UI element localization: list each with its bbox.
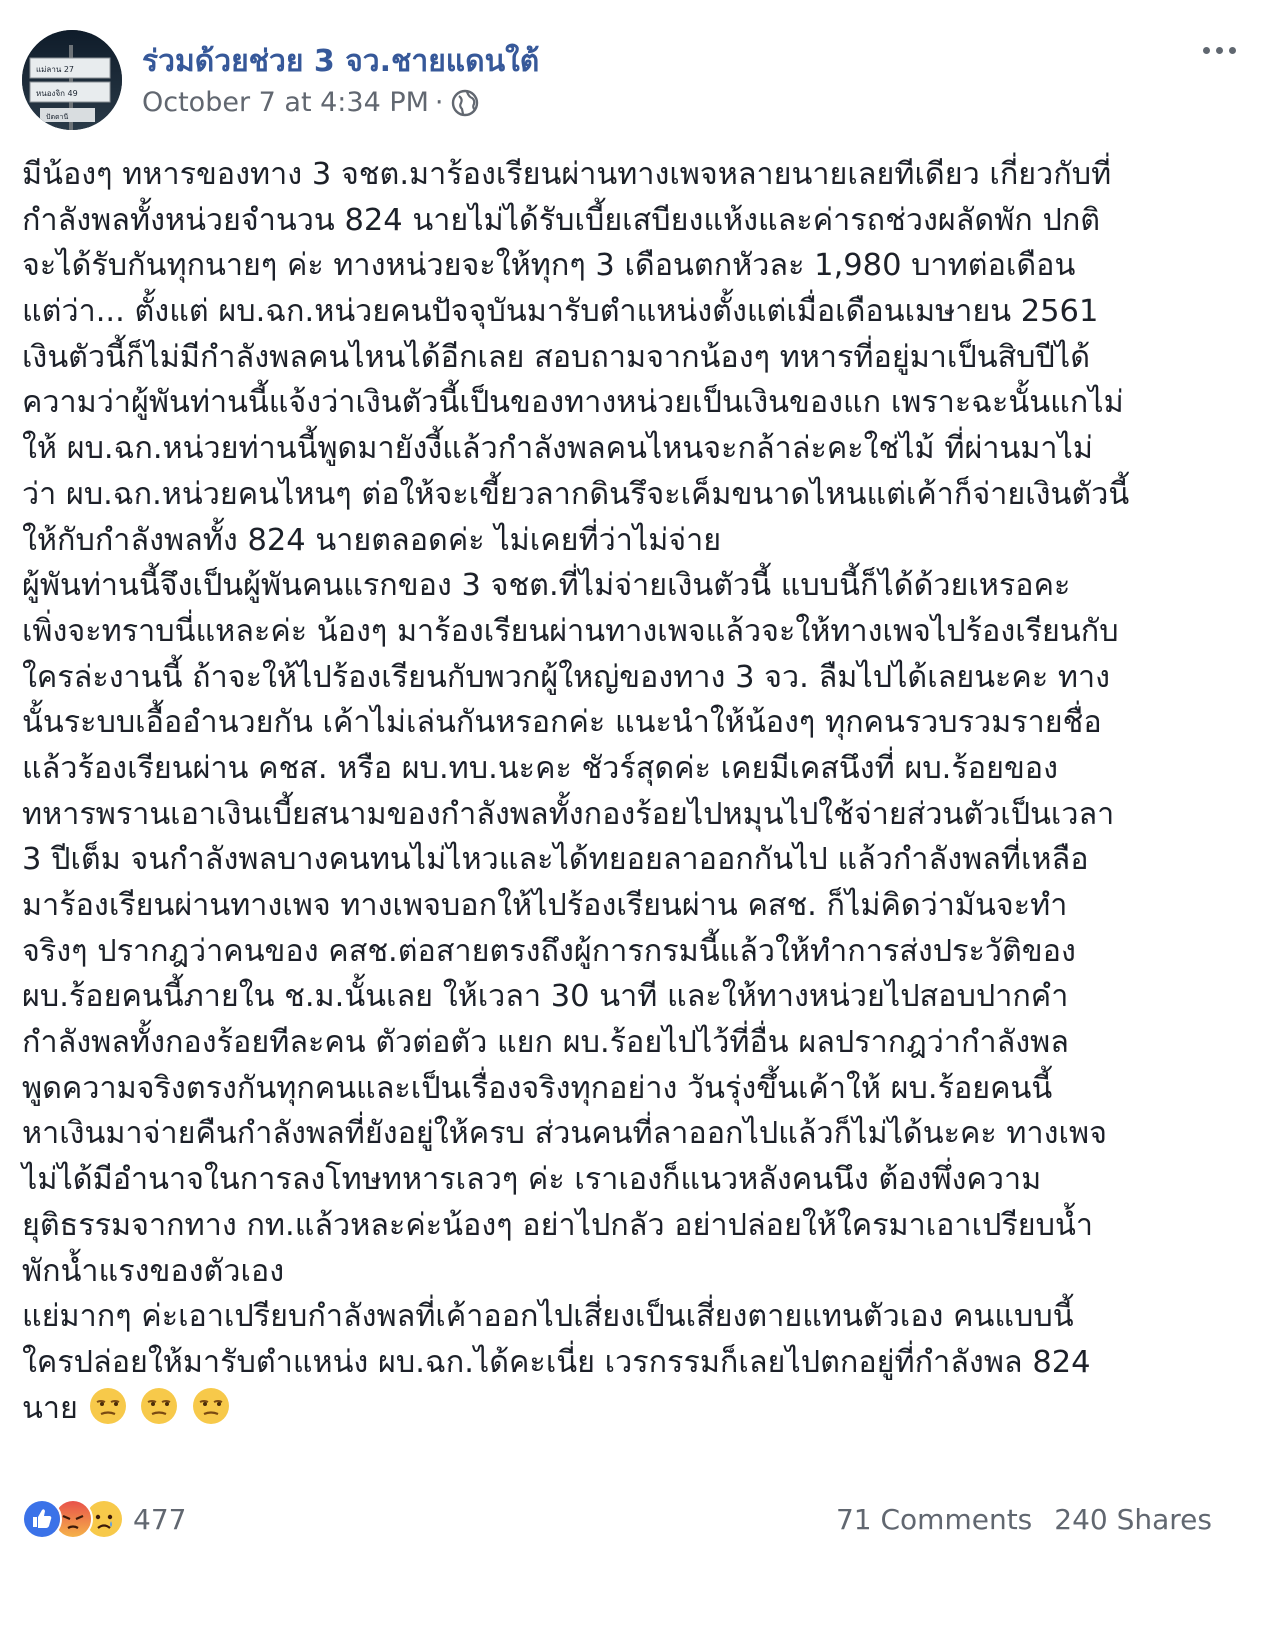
post-text-line: ให้กับกำลังพลทั้ง 824 นายตลอดค่ะ ไม่เคยที่ว่าไม่จ่าย	[22, 522, 722, 558]
unamused-face-emoji	[139, 1386, 179, 1426]
avatar-sign-1: แม่ลาน 27	[36, 65, 75, 74]
page-avatar[interactable]	[22, 30, 122, 130]
globe-icon[interactable]	[450, 88, 480, 118]
post-text-line: จริงๆ ปรากฎว่าคนของ คสช.ต่อสายตรงถึงผู้การกรมนี้แล้วให้ทำการส่งประวัติของ	[22, 933, 1076, 969]
engagement-counts	[836, 1494, 1212, 1544]
page-name-link[interactable]: ร่วมด้วยช่วย 3 จว.ชายแดนใต้	[142, 44, 540, 79]
post-body-text	[22, 152, 1222, 1431]
meta-separator: ·	[434, 87, 444, 118]
unamused-face-emoji	[88, 1386, 128, 1426]
reactions-summary[interactable]	[22, 1494, 186, 1544]
post-text-line: ใครล่ะงานนี้ ถ้าจะให้ไปร้องเรียนกับพวกผู้ใหญ่ของทาง 3 จว. ลืมไปได้เลยนะคะ ทาง	[22, 659, 1111, 695]
post-text-last-word: นาย	[22, 1390, 78, 1426]
post-footer	[22, 1494, 1212, 1544]
post-text-line: จะได้รับกันทุกนายๆ ค่ะ ทางหน่วยจะให้ทุกๆ 3 เดือนตกหัวละ 1,980 บาทต่อเดือน	[22, 248, 1076, 284]
post-text-line: เงินตัวนี้ก็ไม่มีกำลังพลคนไหนได้อีกเลย สอบถามจากน้องๆ ทหารที่อยู่มาเป็นสิบปีได้	[22, 339, 1091, 375]
shares-count-link[interactable]: 240 Shares	[1054, 1502, 1212, 1536]
more-dot-icon	[1216, 47, 1223, 54]
post-text-line: 3 ปีเต็ม จนกำลังพลบางคนทนไม่ไหวและได้ทยอยลาออกกันไป แล้วกำลังพลที่เหลือ	[22, 842, 1089, 878]
avatar-sign-2: หนองจิก 49	[36, 89, 78, 98]
post-text-line: ยุติธรรมจากทาง กท.แล้วหละค่ะน้องๆ อย่าไปกลัว อย่าปล่อยให้ใครมาเอาเปรียบน้ำ	[22, 1207, 1093, 1243]
post-text-line: เพิ่งจะทราบนี่แหละค่ะ น้องๆ มาร้องเรียนผ่านทางเพจแล้วจะให้ทางเพจไปร้องเรียนกับ	[22, 613, 1119, 649]
post-text-line: ทหารพรานเอาเงินเบี้ยสนามของกำลังพลทั้งกองร้อยไปหมุนไปใช้จ่ายส่วนตัวเป็นเวลา	[22, 796, 1115, 832]
post-text-line: ว่า ผบ.ฉก.หน่วยคนไหนๆ ต่อให้จะเขี้ยวลากดินรึจะเค็มขนาดไหนแต่เค้าก็จ่ายเงินตัวนี้	[22, 476, 1130, 512]
post-text-line: ใครปล่อยให้มารับตำแหน่ง ผบ.ฉก.ได้คะเนี่ย เวรกรรมก็เลยไปตกอยู่ที่กำลังพล 824	[22, 1344, 1091, 1380]
post-text-line: ผู้พันท่านนี้จึงเป็นผู้พันคนแรกของ 3 จชต.ที่ไม่จ่ายเงินตัวนี้ แบบนี้ก็ได้ด้วยเหรอคะ	[22, 568, 1071, 604]
like-icon	[22, 1499, 62, 1539]
avatar-sign-3: ปัตตานี	[46, 113, 69, 121]
post-text-line: ให้ ผบ.ฉก.หน่วยท่านนี้พูดมายังงี้แล้วกำลังพลคนไหนจะกล้าล่ะคะใช่ไม้ ที่ผ่านมาไม่	[22, 431, 1093, 467]
post-meta	[142, 87, 480, 118]
reactions-count: 477	[133, 1502, 187, 1536]
post-text-line: นั้นระบบเอื้ออำนวยกัน เค้าไม่เล่นกันหรอกค่ะ แนะนำให้น้องๆ ทุกคนรวบรวมรายชื่อ	[22, 705, 1102, 741]
post-text-line: หาเงินมาจ่ายคืนกำลังพลที่ยังอยู่ให้ครบ ส่วนคนที่ลาออกไปแล้วก็ไม่ได้นะคะ ทางเพจ	[22, 1116, 1107, 1152]
unamused-face-emoji	[191, 1386, 231, 1426]
post-text-line: พูดความจริงตรงกันทุกคนและเป็นเรื่องจริงทุกอย่าง วันรุ่งขึ้นเค้าให้ ผบ.ร้อยคนนี้	[22, 1070, 1053, 1106]
post-text-line: กำลังพลทั้งหน่วยจำนวน 824 นายไม่ได้รับเบี้ยเสบียงแห้งและค่ารถช่วงผลัดพัก ปกติ	[22, 202, 1101, 238]
post-text-line: กำลังพลทั้งกองร้อยทีละคน ตัวต่อตัว แยก ผบ.ร้อยไปไว้ที่อื่น ผลปรากฎว่ากำลังพล	[22, 1025, 1069, 1061]
post-text-line: แล้วร้องเรียนผ่าน คชส. หรือ ผบ.ทบ.นะคะ ชัวร์สุดค่ะ เคยมีเคสนึงที่ ผบ.ร้อยของ	[22, 750, 1059, 786]
post-text-line: ผบ.ร้อยคนนี้ภายใน ช.ม.นั้นเลย ให้เวลา 30 นาที และให้ทางหน่วยไปสอบปากคำ	[22, 979, 1069, 1015]
post-text-line: ไม่ได้มีอำนาจในการลงโทษทหารเลวๆ ค่ะ เราเองก็แนวหลังคนนึง ต้องพึ่งความ	[22, 1162, 1042, 1198]
post-text-line: ความว่าผู้พันท่านนี้แจ้งว่าเงินตัวนี้เป็นของทางหน่วยเป็นเงินของแก เพราะฉะนั้นแกไม่	[22, 385, 1124, 421]
more-dot-icon	[1229, 47, 1236, 54]
post-text-line: มีน้องๆ ทหารของทาง 3 จชต.มาร้องเรียนผ่านทางเพจหลายนายเลยทีเดียว เกี่ยวกับที่	[22, 157, 1112, 192]
more-dot-icon	[1203, 47, 1210, 54]
post-text-line: มาร้องเรียนผ่านทางเพจ ทางเพจบอกให้ไปร้องเรียนผ่าน คสช. ก็ไม่คิดว่ามันจะทำ	[22, 888, 1068, 923]
post-text-line: แย่มากๆ ค่ะเอาเปรียบกำลังพลที่เค้าออกไปเสี่ยงเป็นเสี่ยงตายแทนตัวเอง คนแบบนี้	[22, 1299, 1074, 1335]
post-text-last-line	[22, 1386, 1222, 1432]
post-timestamp[interactable]: October 7 at 4:34 PM	[142, 87, 429, 118]
avatar-image	[22, 30, 122, 130]
post-header	[22, 30, 1252, 130]
post-text-line: พักน้ำแรงของตัวเอง	[22, 1253, 285, 1289]
comments-count-link[interactable]: 71 Comments	[835, 1502, 1033, 1536]
post-text-line: แต่ว่า... ตั้งแต่ ผบ.ฉก.หน่วยคนปัจจุบันมารับตำแหน่งตั้งแต่เมื่อเดือนเมษายน 2561	[22, 294, 1099, 330]
more-options-button[interactable]	[1194, 30, 1244, 70]
